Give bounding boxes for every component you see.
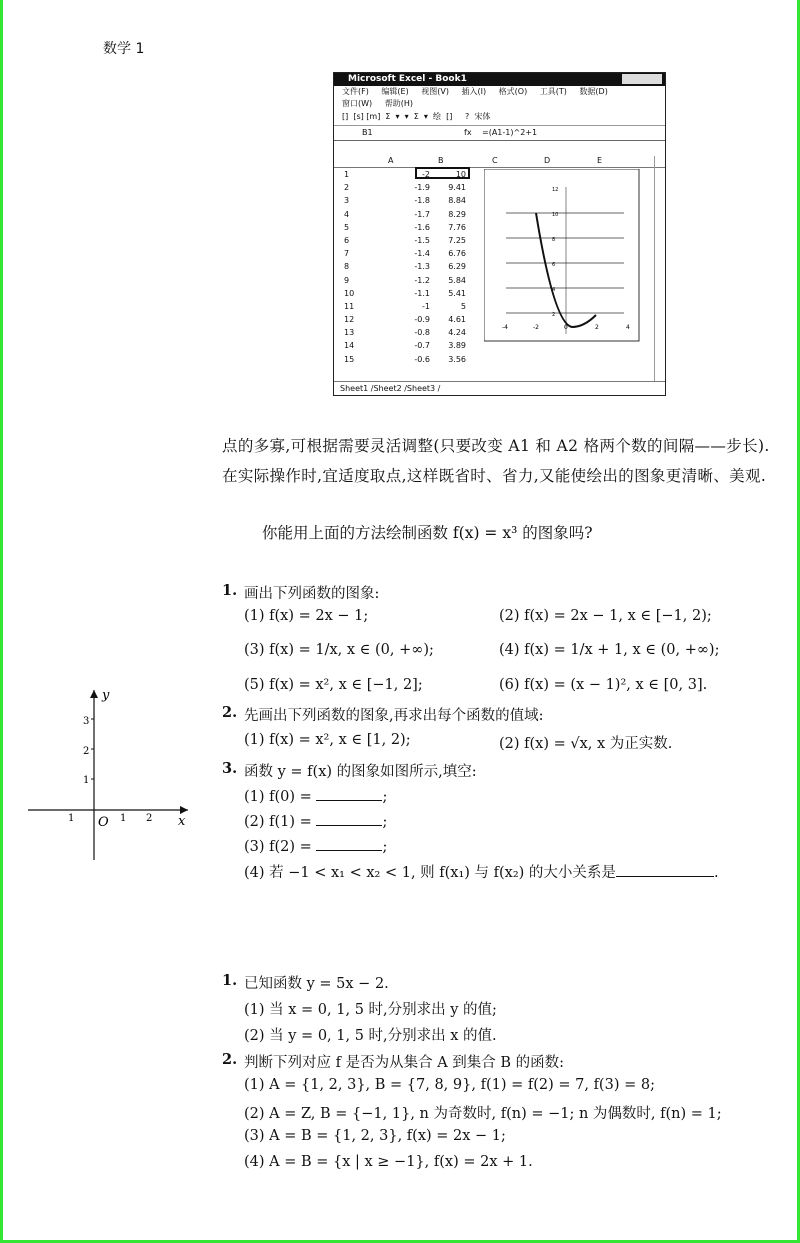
name-box[interactable]: B1 xyxy=(362,128,373,137)
ex1-item-5: (5) f(x) = x², x ∈ [−1, 2]; xyxy=(244,677,423,693)
p2-item-1: (1) A = {1, 2, 3}, B = {7, 8, 9}, f(1) = f(2) = 7, f(3) = 8; xyxy=(244,1077,655,1093)
row-number: 14 xyxy=(344,341,355,351)
ex1-item-6: (6) f(x) = (x − 1)², x ∈ [0, 3]. xyxy=(499,677,708,693)
col-header-e[interactable]: E xyxy=(597,156,603,165)
chart-y-tick: 12 xyxy=(552,187,559,193)
col-header-b[interactable]: B xyxy=(438,156,444,165)
spreadsheet-rows xyxy=(334,168,484,366)
ex3-item-3-text: (3) f(2) = xyxy=(244,839,312,855)
spreadsheet-row[interactable] xyxy=(334,260,484,273)
spreadsheet-row[interactable] xyxy=(334,274,484,287)
chart-x-tick: 4 xyxy=(626,324,630,331)
cell-a[interactable]: -1.4 xyxy=(414,249,430,259)
chart-x-tick: -2 xyxy=(533,324,539,331)
cell-b[interactable]: 9.41 xyxy=(448,183,466,193)
chart-y-tick: 10 xyxy=(552,212,559,218)
graph-tick-xm1: 1 xyxy=(68,813,75,824)
selected-cell-b1[interactable] xyxy=(415,167,470,179)
ex3-item-2: (2) f(1) = ; xyxy=(244,814,388,830)
menu-format[interactable]: 格式(O) xyxy=(498,87,528,96)
col-header-d[interactable]: D xyxy=(544,156,551,165)
spreadsheet-row[interactable] xyxy=(334,208,484,221)
paragraph-1: 点的多寡,可根据需要灵活调整(只要改变 A1 和 A2 格两个数的间隔——步长).在实际操作时,宜适度取点,这样既省时、省力,又能使绘出的图象更清晰、美观. xyxy=(222,437,770,485)
formula-input[interactable]: =(A1-1)^2+1 xyxy=(482,128,538,137)
chart-x-tick: -4 xyxy=(502,324,508,331)
cell-b[interactable]: 5.84 xyxy=(448,275,466,285)
row-number: 10 xyxy=(344,288,355,298)
cell-b[interactable]: 7.25 xyxy=(448,235,466,245)
question-line: 你能用上面的方法绘制函数 f(x) = x³ 的图象吗? xyxy=(262,524,593,542)
cell-a[interactable]: -1.1 xyxy=(414,288,430,298)
ex1-item-2: (2) f(x) = 2x − 1, x ∈ [−1, 2); xyxy=(499,608,712,624)
ex3-item-1: (1) f(0) = ; xyxy=(244,789,388,805)
menu-edit[interactable]: 编辑(E) xyxy=(381,87,409,96)
row-number: 6 xyxy=(344,235,350,245)
ex2-number: 2. xyxy=(222,704,238,721)
ex3-item-4: (4) 若 −1 < x₁ < x₂ < 1, 则 f(x₁) 与 f(x₂) 的大小关系是 . xyxy=(244,865,719,881)
page-border-left xyxy=(0,0,3,1243)
cell-a[interactable]: -0.8 xyxy=(414,328,430,338)
column-headers xyxy=(334,156,665,168)
cell-a[interactable]: -1 xyxy=(422,301,430,311)
menu-help[interactable]: 帮助(H) xyxy=(384,99,413,108)
cell-a[interactable]: -1.9 xyxy=(414,183,430,193)
spreadsheet-row[interactable] xyxy=(334,181,484,194)
answer-blank-3[interactable] xyxy=(316,837,382,851)
formula-bar xyxy=(334,126,665,141)
graph-tick-y3: 3 xyxy=(83,716,90,727)
cell-b[interactable]: 4.61 xyxy=(448,315,466,325)
excel-title: Microsoft Excel - Book1 xyxy=(348,74,467,84)
cell-b[interactable]: 5.41 xyxy=(448,288,466,298)
ex3-item-4-text: (4) 若 −1 < x₁ < x₂ < 1, 则 f(x₁) 与 f(x₂) 的大小关系是 xyxy=(244,865,616,881)
row-number: 5 xyxy=(344,222,350,232)
p2-item-4: (4) A = B = {x | x ≥ −1}, f(x) = 2x + 1. xyxy=(244,1154,533,1170)
chart-y-tick: 4 xyxy=(552,287,556,293)
chart-x-tick: 2 xyxy=(595,324,599,331)
cell-a[interactable]: -0.6 xyxy=(414,354,430,364)
menu-data[interactable]: 数据(D) xyxy=(579,87,608,96)
x-axis-arrow xyxy=(180,806,188,814)
cell-b[interactable]: 8.84 xyxy=(448,196,466,206)
cell-a[interactable]: -1.6 xyxy=(414,222,430,232)
graph-label-y: y xyxy=(102,688,110,703)
spreadsheet-row[interactable] xyxy=(334,234,484,247)
col-header-a[interactable]: A xyxy=(388,156,394,165)
fx-icon: fx xyxy=(464,128,472,137)
ex3-number: 3. xyxy=(222,760,238,777)
excel-menu-bar xyxy=(334,86,665,98)
spreadsheet-row[interactable] xyxy=(334,287,484,300)
row-number: 4 xyxy=(344,209,350,219)
answer-blank-1[interactable] xyxy=(316,787,382,801)
cell-a[interactable]: -1.5 xyxy=(414,235,430,245)
ex3-item-3: (3) f(2) = ; xyxy=(244,839,388,855)
answer-blank-4[interactable] xyxy=(616,863,714,877)
excel-window xyxy=(333,72,666,396)
row-number: 2 xyxy=(344,183,350,193)
spreadsheet-row[interactable] xyxy=(334,313,484,326)
excel-toolbar[interactable]: [] [s] [m] Σ ▾ ▾ Σ ▾ 绘 [] ? 宋体 xyxy=(334,109,665,126)
graph-label-x: x xyxy=(178,814,186,829)
cell-a[interactable]: -1.2 xyxy=(414,275,430,285)
cell-b[interactable]: 10 xyxy=(455,170,466,179)
page-header-label: 数学 1 xyxy=(103,41,145,57)
menu-file[interactable]: 文件(F) xyxy=(342,87,369,96)
menu-insert[interactable]: 插入(I) xyxy=(461,87,487,96)
row-number: 11 xyxy=(344,301,355,311)
row-number: 8 xyxy=(344,262,350,272)
p1-item-1: (1) 当 x = 0, 1, 5 时,分别求出 y 的值; xyxy=(244,1002,497,1018)
graph-tick-x1: 1 xyxy=(120,813,127,824)
spreadsheet-row[interactable] xyxy=(334,339,484,352)
col-header-c[interactable]: C xyxy=(492,156,498,165)
row-number: 12 xyxy=(344,315,355,325)
cell-b[interactable]: 6.29 xyxy=(448,262,466,272)
p1-title: 已知函数 y = 5x − 2. xyxy=(244,976,389,992)
p2-item-2: (2) A = Z, B = {−1, 1}, n 为奇数时, f(n) = −1; n 为偶数时, f(n) = 1; xyxy=(244,1106,722,1122)
answer-blank-2[interactable] xyxy=(316,812,382,826)
excel-menu-bar-2 xyxy=(334,98,665,109)
spreadsheet-row[interactable] xyxy=(334,221,484,234)
p2-title: 判断下列对应 f 是否为从集合 A 到集合 B 的函数: xyxy=(244,1055,565,1071)
spreadsheet-row[interactable] xyxy=(334,326,484,339)
row-number: 3 xyxy=(344,196,350,206)
cell-a[interactable]: -1.8 xyxy=(414,196,430,206)
menu-tools[interactable]: 工具(T) xyxy=(539,87,567,96)
p2-number: 2. xyxy=(222,1051,238,1068)
row-number: 9 xyxy=(344,275,350,285)
cell-a[interactable]: -1.7 xyxy=(414,209,430,219)
row-number: 7 xyxy=(344,249,350,259)
vertical-scrollbar[interactable] xyxy=(654,156,665,382)
excel-chart[interactable] xyxy=(484,169,644,349)
spreadsheet-row[interactable] xyxy=(334,353,484,366)
ex2-item-2: (2) f(x) = √x, x 为正实数. xyxy=(499,736,673,752)
ex1-item-4: (4) f(x) = 1/x + 1, x ∈ (0, +∞); xyxy=(499,642,720,658)
menu-view[interactable]: 视图(V) xyxy=(421,87,449,96)
p1-item-2: (2) 当 y = 0, 1, 5 时,分别求出 x 的值. xyxy=(244,1028,497,1044)
graph-tick-y2: 2 xyxy=(83,746,90,757)
row-number: 13 xyxy=(344,328,355,338)
menu-window[interactable]: 窗口(W) xyxy=(342,99,373,108)
cell-b[interactable]: 3.56 xyxy=(448,354,466,364)
sheet-tabs[interactable]: Sheet1 /Sheet2 /Sheet3 / xyxy=(334,381,666,395)
graph-label-origin: O xyxy=(98,815,109,830)
chart-x-tick: 0 xyxy=(564,324,568,331)
cell-a[interactable]: -1.3 xyxy=(414,262,430,272)
ex1-title: 画出下列函数的图象: xyxy=(244,586,380,602)
exercise-3-graph xyxy=(28,685,198,865)
chart-y-tick: 8 xyxy=(552,237,556,243)
graph-tick-x2: 2 xyxy=(146,813,153,824)
excel-title-bar xyxy=(334,73,665,86)
y-axis-arrow xyxy=(90,690,98,698)
cell-b[interactable]: 8.29 xyxy=(448,209,466,219)
ex3-item-1-text: (1) f(0) = xyxy=(244,789,312,805)
window-controls[interactable] xyxy=(622,74,662,84)
graph-tick-y1: 1 xyxy=(83,775,90,786)
p2-item-3: (3) A = B = {1, 2, 3}, f(x) = 2x − 1; xyxy=(244,1128,506,1144)
ex3-title: 函数 y = f(x) 的图象如图所示,填空: xyxy=(244,764,477,780)
cell-b[interactable]: 3.89 xyxy=(448,341,466,351)
ex2-item-1: (1) f(x) = x², x ∈ [1, 2); xyxy=(244,732,411,748)
chart-y-tick: 2 xyxy=(552,312,556,318)
spreadsheet-row[interactable] xyxy=(334,300,484,313)
cell-b[interactable]: 7.76 xyxy=(448,222,466,232)
spreadsheet-row[interactable] xyxy=(334,194,484,207)
cell-a[interactable]: -0.9 xyxy=(414,315,430,325)
row-number: 15 xyxy=(344,354,355,364)
ex3-item-2-text: (2) f(1) = xyxy=(244,814,312,830)
ex1-number: 1. xyxy=(222,582,238,599)
ex1-item-1: (1) f(x) = 2x − 1; xyxy=(244,608,369,624)
cell-b[interactable]: 4.24 xyxy=(448,328,466,338)
row-number: 1 xyxy=(344,170,350,179)
cell-a[interactable]: -2 xyxy=(422,170,430,179)
cell-a[interactable]: -0.7 xyxy=(414,341,430,351)
chart-y-tick: 6 xyxy=(552,262,556,268)
cell-b[interactable]: 5 xyxy=(460,301,466,311)
ex2-title: 先画出下列函数的图象,再求出每个函数的值域: xyxy=(244,708,544,724)
cell-b[interactable]: 6.76 xyxy=(448,249,466,259)
p1-number: 1. xyxy=(222,972,238,989)
ex1-item-3: (3) f(x) = 1/x, x ∈ (0, +∞); xyxy=(244,642,434,658)
spreadsheet-row[interactable] xyxy=(334,247,484,260)
